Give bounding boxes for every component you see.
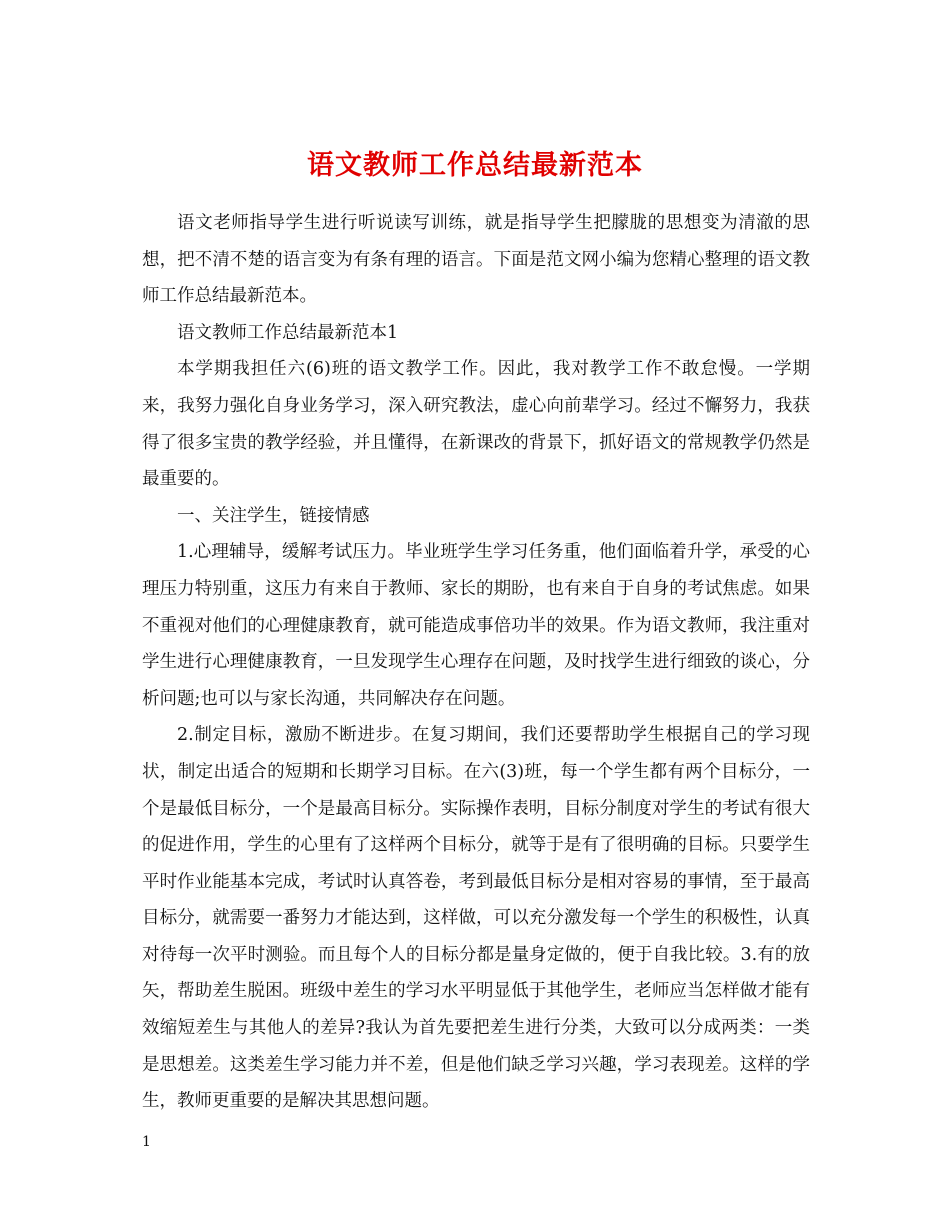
body-paragraph: 1.心理辅导，缓解考试压力。毕业班学生学习任务重，他们面临着升学，承受的心理压力特别重，这压力有来自于教师、家长的期盼，也有来自于自身的考试焦虑。如果不重视对他们的心理健康教育，就可能造成事倍功半的效果。作为语文教师，我注重对学生进行心理健康教育，一旦发现学生心理存在问题，及时找学生进行细致的谈心，分析问题;也可以与家长沟通，共同解决存在问题。 xyxy=(142,542,810,709)
intro-paragraph: 语文老师指导学生进行听说读写训练，就是指导学生把朦胧的思想变为清澈的思想，把不清不楚的语言变为有条有理的语言。下面是范文网小编为您精心整理的语文教师工作总结最新范本。 xyxy=(142,213,810,307)
page-number: 1 xyxy=(142,1134,151,1150)
document-body xyxy=(142,205,810,1120)
subsection-heading: 一、关注学生，链接情感 xyxy=(177,505,370,526)
document-title: 语文教师工作总结最新范本 xyxy=(307,150,643,182)
section-heading: 语文教师工作总结最新范本1 xyxy=(177,322,399,343)
body-paragraph: 本学期我担任六(6)班的语文教学工作。因此，我对教学工作不敢怠慢。一学期来，我努力强化自身业务学习，深入研究教法，虚心向前辈学习。经过不懈努力，我获得了很多宝贵的教学经验，并且懂得，在新课改的背景下，抓好语文的常规教学仍然是最重要的。 xyxy=(142,359,810,490)
body-paragraph: 2.制定目标，激励不断进步。在复习期间，我们还要帮助学生根据自己的学习现状，制定出适合的短期和长期学习目标。在六(3)班，每一个学生都有两个目标分，一个是最低目标分，一个是最高目标分。实际操作表明，目标分制度对学生的考试有很大的促进作用，学生的心里有了这样两个目标分，就等于是有了很明确的目标。只要学生平时作业能基本完成，考试时认真答卷，考到最低目标分是相对容易的事情，至于最高目标分，就需要一番努力才能达到，这样做，可以充分激发每一个学生的积极性，认真对待每一次平时测验。而且每个人的目标分都是量身定做的，便于自我比较。3.有的放矢，帮助差生脱困。班级中差生的学习水平明显低于其他学生，老师应当怎样做才能有效缩短差生与其他人的差异?我认为首先要把差生进行分类，大致可以分成两类：一类是思想差。这类差生学习能力并不差，但是他们缺乏学习兴趣，学习表现差。这样的学生，教师更重要的是解决其思想问题。 xyxy=(142,725,810,1112)
